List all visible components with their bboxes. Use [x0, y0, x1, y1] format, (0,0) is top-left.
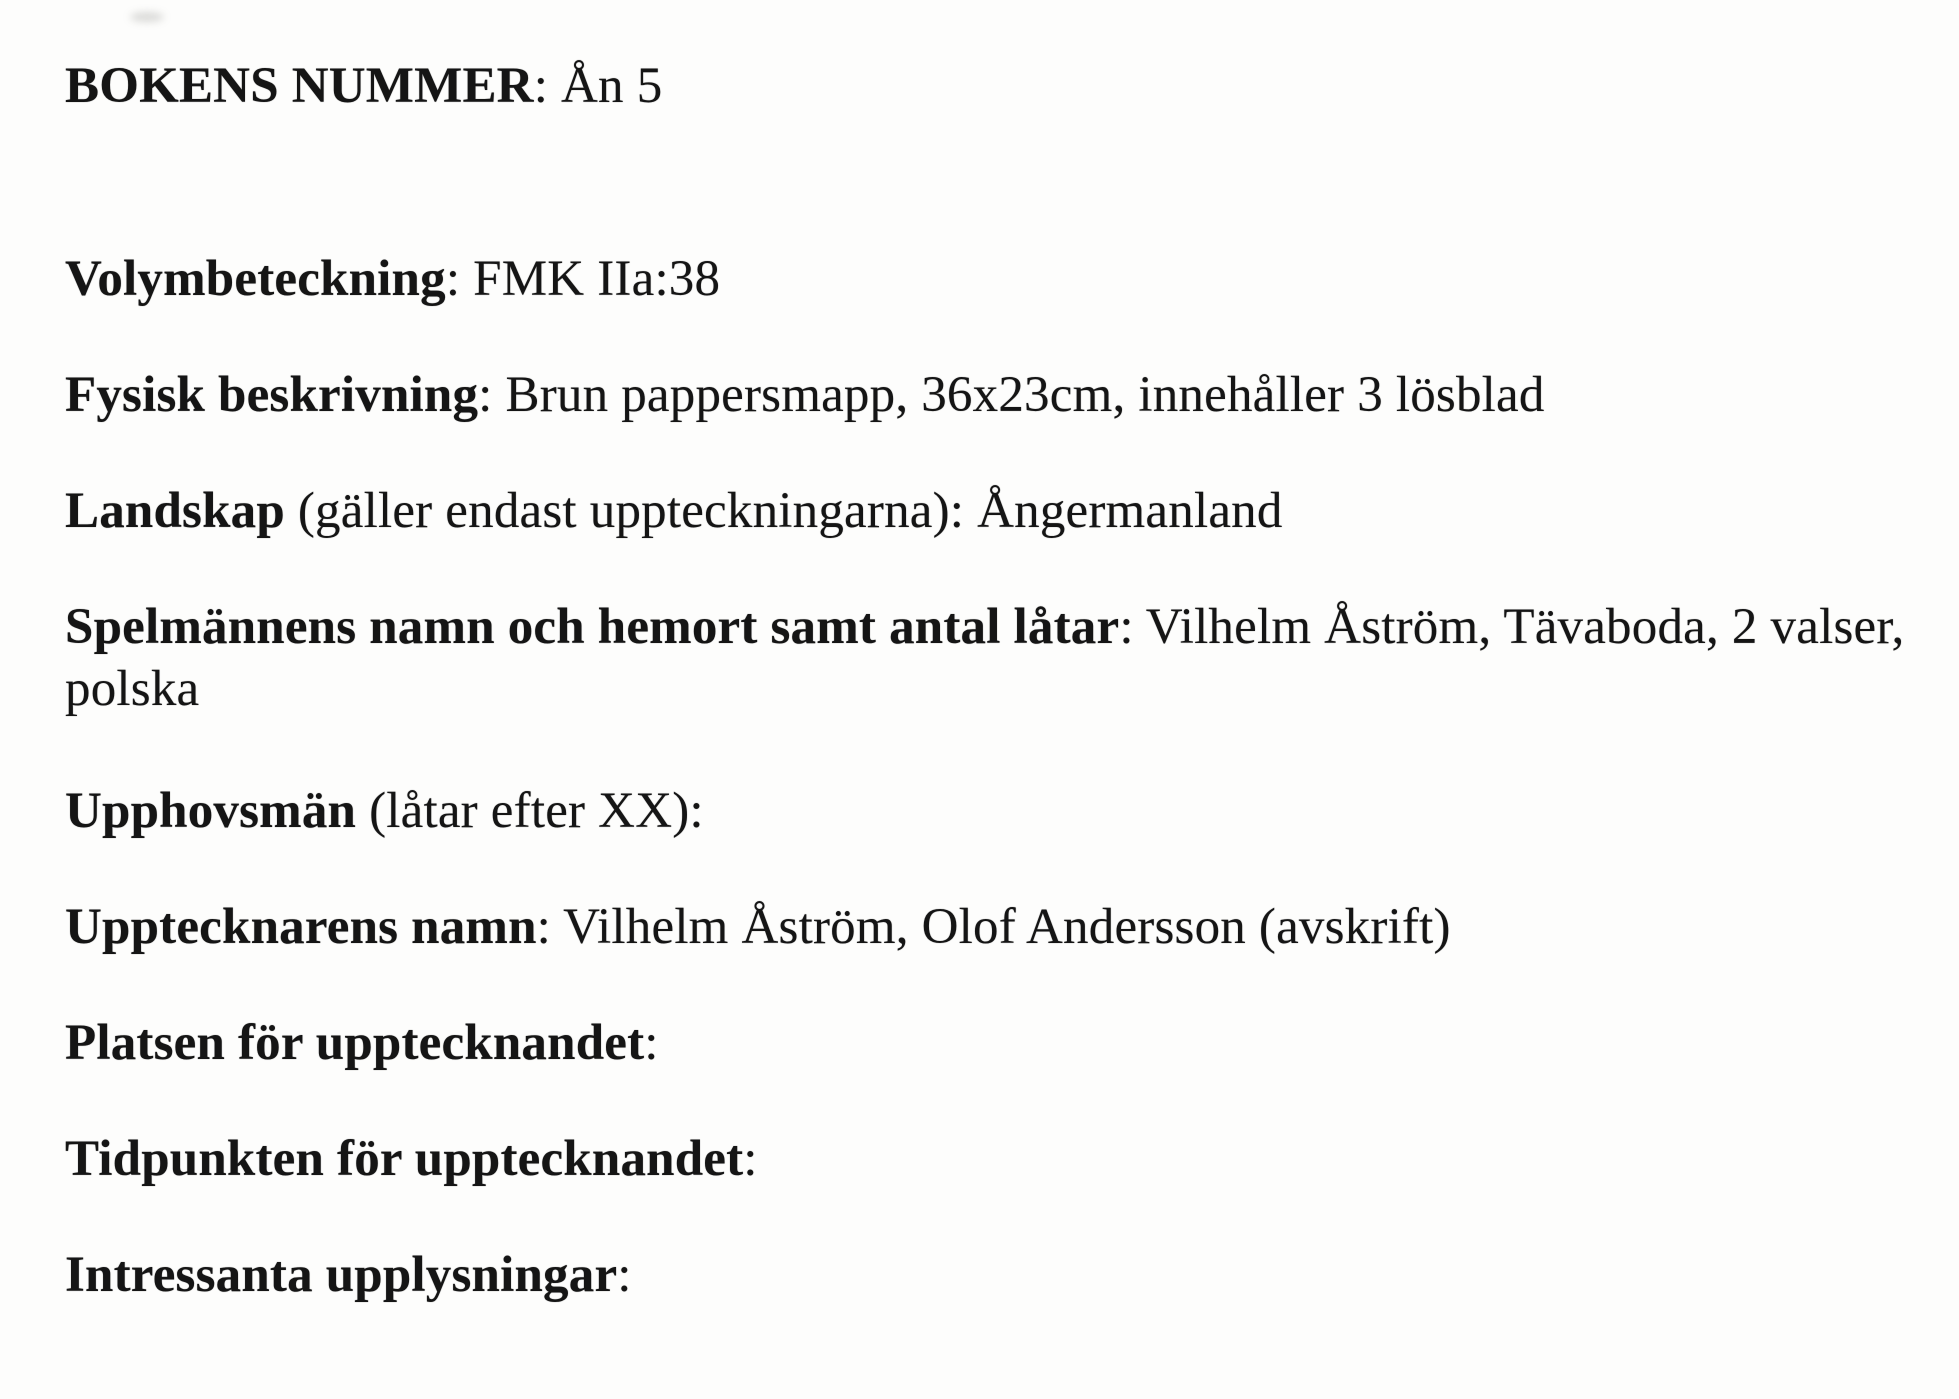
- field-landskap: [65, 480, 1934, 542]
- field-volymbeteckning: [65, 248, 1934, 310]
- field-value: : Ån 5: [533, 58, 663, 114]
- field-fysisk-beskrivning: [65, 364, 1934, 426]
- field-upptecknarens-namn: [65, 896, 1934, 958]
- field-label: Platsen för upptecknandet: [65, 1015, 645, 1071]
- field-spelmannens-namn: [65, 596, 1934, 720]
- field-value: (låtar efter XX):: [356, 783, 704, 839]
- field-label: Upphovsmän: [65, 783, 357, 839]
- field-tidpunkten-for-upptecknandet: [65, 1128, 1934, 1190]
- field-platsen-for-upptecknandet: [65, 1012, 1934, 1074]
- scan-artifact: [130, 12, 164, 22]
- field-label: Fysisk beskrivning: [65, 367, 479, 423]
- field-value: : Vilhelm Åström, Olof Andersson (avskrift): [536, 899, 1451, 955]
- field-value: :: [617, 1247, 632, 1303]
- field-label: Volymbeteckning: [65, 251, 446, 307]
- field-bokens-nummer: [65, 55, 1934, 117]
- field-label: Spelmännens namn och hemort samt antal låtar: [65, 599, 1120, 655]
- field-intressanta-upplysningar: [65, 1244, 1934, 1306]
- field-label: BOKENS NUMMER: [65, 58, 534, 114]
- field-label: Upptecknarens namn: [65, 899, 537, 955]
- field-value: (gäller endast uppteckningarna): Ångermanland: [284, 483, 1283, 539]
- field-value: : Brun pappersmapp, 36x23cm, innehåller 3 lösblad: [478, 367, 1545, 423]
- field-label: Tidpunkten för upptecknandet: [65, 1131, 744, 1187]
- field-upphovsman: [65, 780, 1934, 842]
- field-label: Intressanta upplysningar: [65, 1247, 618, 1303]
- field-value: :: [644, 1015, 659, 1071]
- field-value-line2: polska: [65, 661, 200, 717]
- field-label: Landskap: [65, 483, 285, 539]
- field-value: : Vilhelm Åström, Tävaboda, 2 valser,: [1119, 599, 1905, 655]
- field-value: : FMK IIa:38: [445, 251, 721, 307]
- field-value: :: [743, 1131, 758, 1187]
